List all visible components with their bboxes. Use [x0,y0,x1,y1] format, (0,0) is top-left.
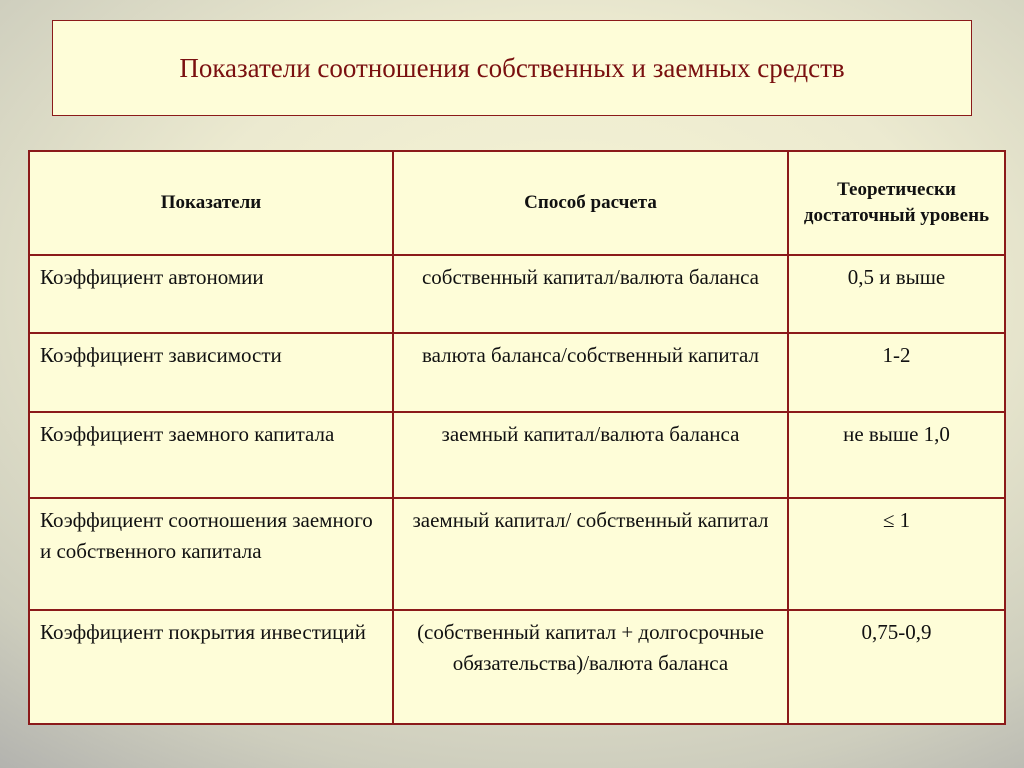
indicator-cell: Коэффициент автономии [29,255,393,333]
indicator-cell: Коэффициент заемного капитала [29,412,393,498]
table-row [29,498,1005,610]
indicator-cell: Коэффициент покрытия инвестиций [29,610,393,724]
table-header-row [29,151,1005,255]
table-row [29,412,1005,498]
table-row [29,255,1005,333]
title-box [52,20,972,116]
level-cell: не выше 1,0 [788,412,1005,498]
level-cell: 0,5 и выше [788,255,1005,333]
level-cell: 1-2 [788,333,1005,412]
table-row [29,610,1005,724]
header-indicator: Показатели [29,151,393,255]
indicator-cell: Коэффициент соотношения заемного и собственного капитала [29,498,393,610]
header-level: Теоретически достаточный уровень [788,151,1005,255]
indicators-table [28,150,1006,725]
method-cell: валюта баланса/собственный капитал [393,333,788,412]
page-title: Показатели соотношения собственных и заемных средств [179,52,845,83]
table-row [29,333,1005,412]
header-method: Способ расчета [393,151,788,255]
method-cell: собственный капитал/валюта баланса [393,255,788,333]
method-cell: заемный капитал/валюта баланса [393,412,788,498]
method-cell: заемный капитал/ собственный капитал [393,498,788,610]
level-cell: 0,75-0,9 [788,610,1005,724]
indicator-cell: Коэффициент зависимости [29,333,393,412]
level-cell: ≤ 1 [788,498,1005,610]
method-cell: (собственный капитал + долгосрочные обязательства)/валюта баланса [393,610,788,724]
